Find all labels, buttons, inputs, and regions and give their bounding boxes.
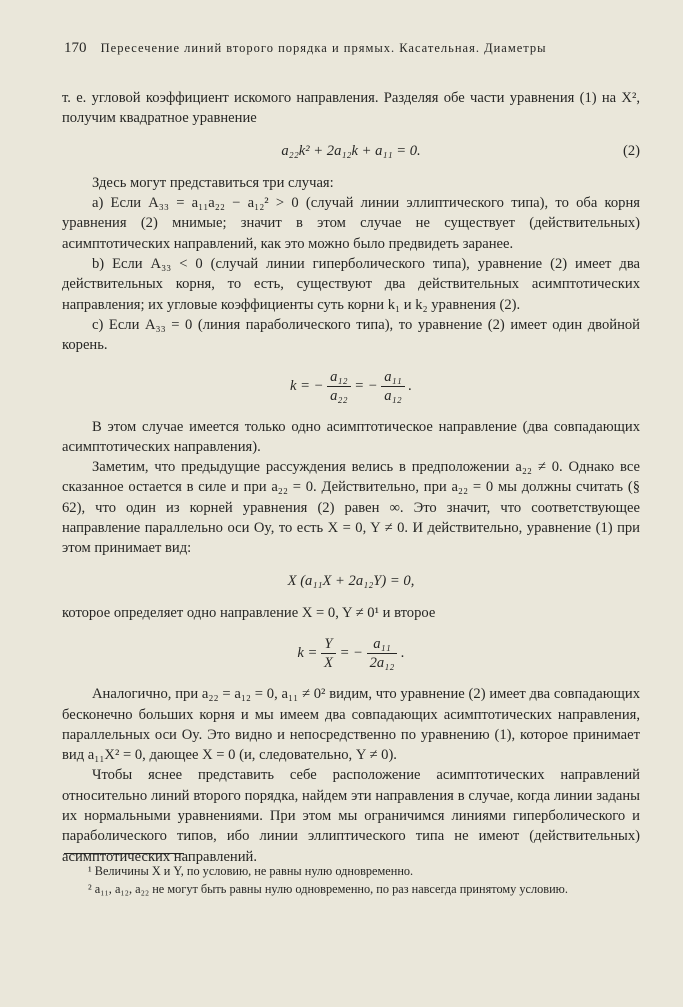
eq3-denominator-2: a₁₂: [384, 387, 402, 404]
eq3-fraction-2: [381, 368, 404, 405]
eq5-end: .: [400, 645, 405, 662]
footnote-divider: [64, 853, 184, 854]
equation-2-body: a₂₂k² + 2a₁₂k + a₁₁ = 0.: [281, 142, 421, 159]
running-title: Пересечение линий второго порядка и прямых. Касательная. Диаметры: [100, 41, 547, 55]
eq3-numerator-2: a₁₁: [381, 368, 404, 387]
eq5-mid: = −: [339, 645, 363, 662]
eq5-denominator-1: X: [323, 655, 333, 672]
equation-second-direction: [62, 635, 640, 672]
paragraph-7: Заметим, что предыдущие рассуждения велись в предположении a₂₂ ≠ 0. Однако все сказанное остается в силе и при a₂₂ = 0. Действительно, при a₂₂ = 0 мы должны считать (§ 62), что один из корней уравнения (2) равен ∞. Это значит, что соответствующее направление параллельно оси Oy, то есть X = 0, Y ≠ 0. И действительно, уравнение (1) при этом принимает вид:: [62, 459, 640, 557]
equation-factored: [62, 571, 640, 591]
page-header: [64, 40, 644, 57]
eq3-end: .: [408, 377, 413, 394]
footnote-2: ² a₁₁, a₁₂, a₂₂ не могут быть равны нулю одновременно, по раз навсегда принятому условию.: [88, 882, 568, 896]
eq3-lhs: k = −: [289, 377, 324, 394]
paragraph-9: Аналогично, при a₂₂ = a₁₂ = 0, a₁₁ ≠ 0² видим, что уравнение (2) имеет два совпадающих бесконечно больших корня и мы имеем два совпадающих асимптотических направления, параллельных оси Oy. Это видно и непосредственно по уравнению (1), которое принимает вид a₁₁X² = 0, дающее X = 0 (и, следовательно, Y ≠ 0).: [62, 686, 640, 764]
eq5-numerator-1: Y: [321, 635, 336, 654]
paragraph-1: т. е. угловой коэффициент искомого направления. Разделяя обе части уравнения (1) на X², получим квадратное уравнение: [62, 90, 640, 127]
equation-2-number: (2): [622, 142, 640, 159]
eq5-denominator-2: 2a₁₂: [369, 655, 395, 672]
eq5-fraction-1: [321, 635, 336, 672]
page-number: 170: [64, 40, 87, 56]
eq3-numerator-1: a₁₂: [327, 368, 350, 387]
eq3-fraction-1: [327, 368, 350, 405]
equation-double-root: [62, 368, 640, 405]
case-a: а) Если A₃₃ = a₁₁a₂₂ − a₁₂² > 0 (случай линии эллиптического типа), то оба корня уравнения (2) мнимые; значит в этом случае не существует (действительных) асимптотических направлений, как это можно было предвидеть заранее.: [62, 195, 640, 252]
eq5-lhs: k =: [297, 645, 318, 662]
footnote-1: ¹ Величины X и Y, по условию, не равны нулю одновременно.: [88, 864, 414, 878]
footnotes: [62, 862, 640, 898]
eq5-fraction-2: [367, 635, 398, 672]
paragraph-2: Здесь могут представиться три случая:: [92, 174, 334, 191]
eq5-numerator-2: a₁₁: [367, 635, 398, 654]
case-b: b) Если A₃₃ < 0 (случай линии гиперболического типа), уравнение (2) имеет два действительных корня, то есть, существуют два действительных асимптотических направления; их угловые коэффициенты суть корни k₁ и k₂ уравнения (2).: [62, 256, 640, 313]
eq3-mid: = −: [354, 377, 378, 394]
eq3-denominator-1: a₂₂: [330, 387, 348, 404]
main-text: [62, 88, 640, 867]
case-c: с) Если A₃₃ = 0 (линия параболического типа), то уравнение (2) имеет один двойной корень.: [62, 316, 640, 354]
eq4-body: X (a₁₁X + 2a₁₂Y) = 0,: [287, 572, 415, 589]
equation-2: [62, 141, 640, 161]
paragraph-10: Чтобы яснее представить себе расположение асимптотических направлений относительно линий второго порядка, найдем эти направления в случае, когда линии заданы их нормальными уравнениями. При этом мы ограничимся линиями гиперболического и параболического типов, ибо линии эллиптического типа не имеют (действительных) асимптотических направлений.: [62, 767, 640, 865]
paragraph-6: В этом случае имеется только одно асимптотическое направление (два совпадающих асимптотических направления).: [62, 418, 640, 455]
paragraph-8: которое определяет одно направление X = 0, Y ≠ 0¹ и второе: [62, 604, 436, 621]
